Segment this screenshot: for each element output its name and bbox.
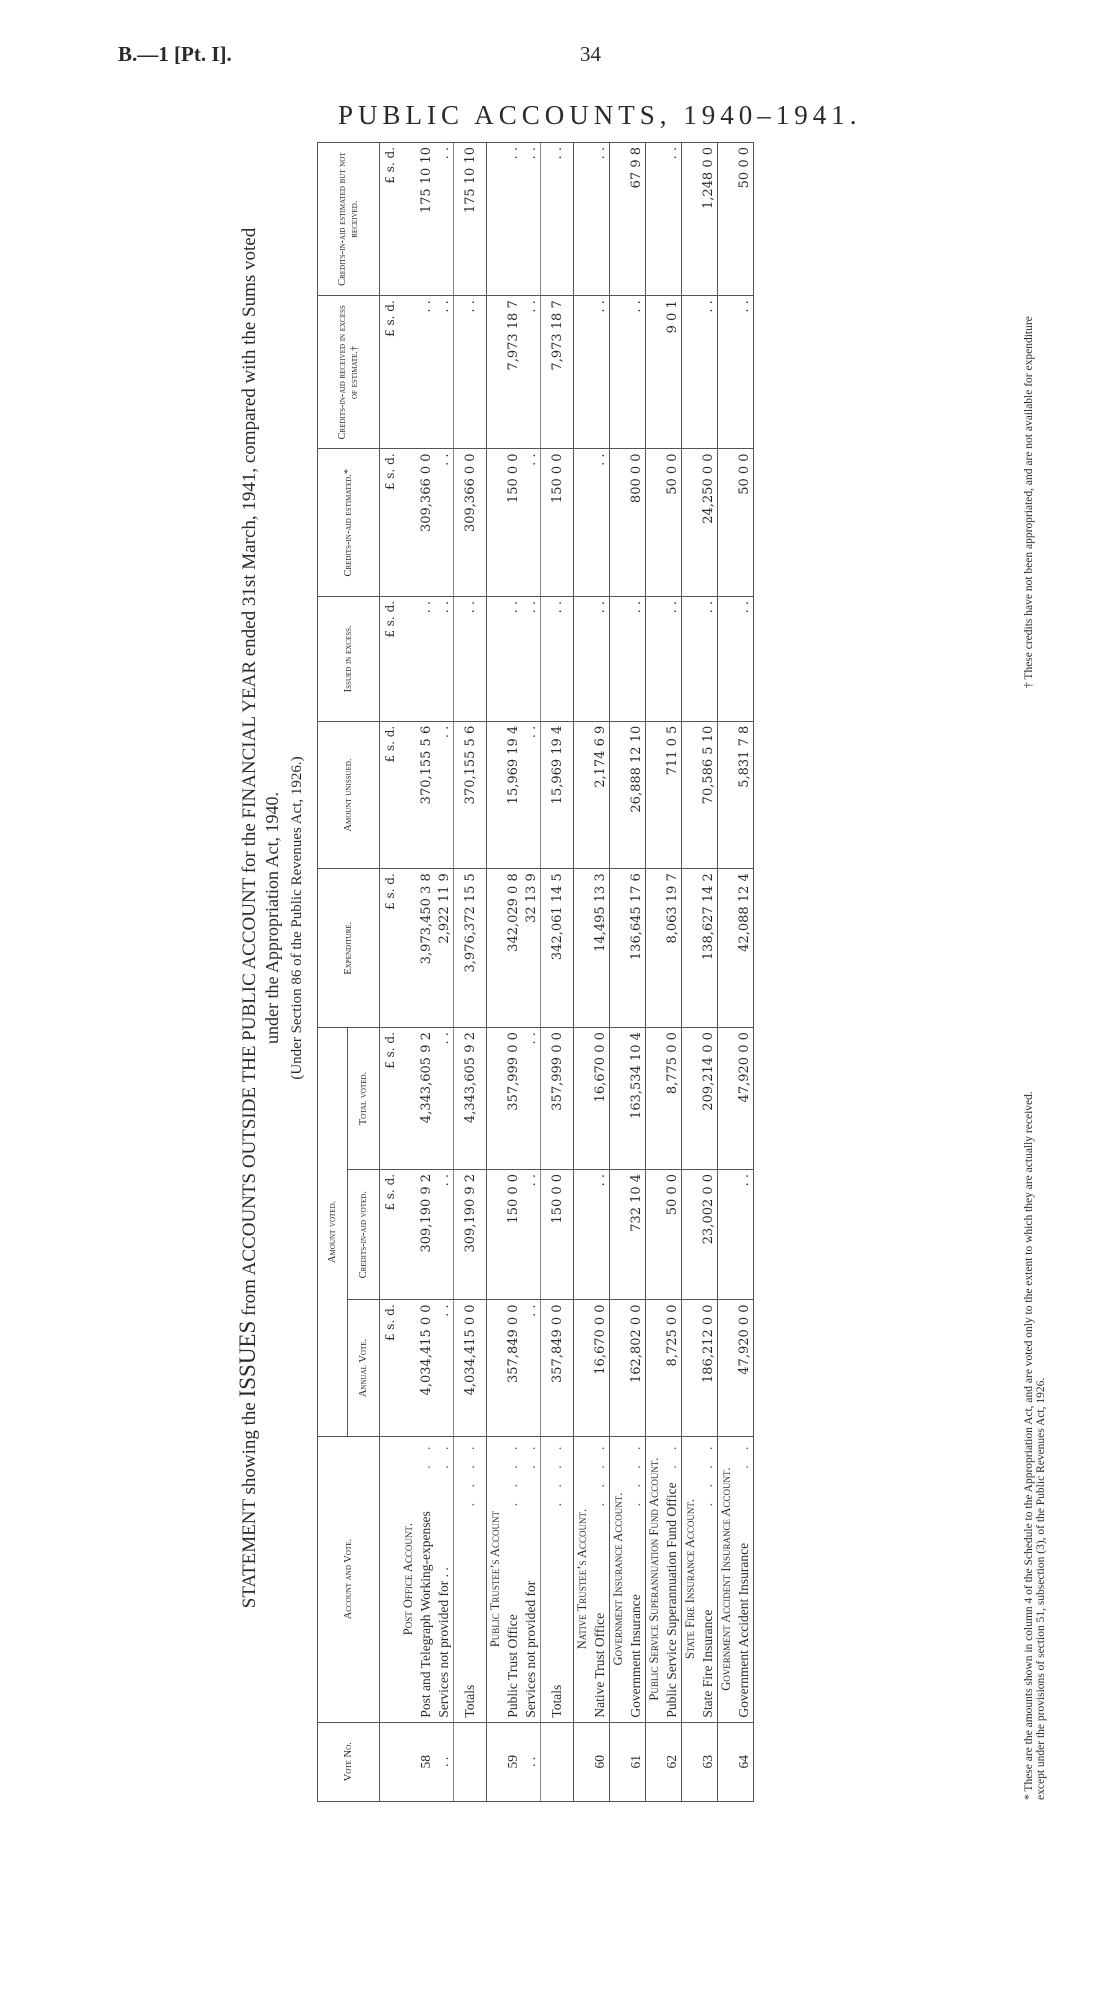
amount-cell	[646, 1300, 664, 1436]
table-row	[504, 143, 522, 1802]
amount-cell: 50 0 0	[735, 143, 754, 296]
amount-cell: 175 10 10	[417, 143, 435, 296]
amount-cell: 150 0 0	[504, 449, 522, 597]
account-name	[627, 1436, 646, 1722]
account-name	[591, 1436, 610, 1722]
amount-cell: . .	[699, 296, 718, 449]
account-name	[522, 1436, 541, 1722]
amount-cell	[682, 1169, 700, 1299]
amount-cell: . .	[591, 296, 610, 449]
amount-cell: 4,034,415 0 0	[454, 1300, 487, 1436]
amount-cell	[574, 1300, 592, 1436]
leader-dots: . .	[523, 1440, 538, 1469]
amount-cell: 4,343,605 9 2	[417, 1028, 435, 1170]
amount-cell: 150 0 0	[504, 1169, 522, 1299]
amount-cell: . .	[417, 596, 435, 721]
leader-dots: . . . .	[549, 1440, 564, 1507]
vote-number	[610, 1722, 628, 1801]
amount-cell	[487, 869, 505, 1028]
amount-cell	[682, 449, 700, 597]
amount-cell: . .	[522, 1169, 541, 1299]
amount-cell	[682, 296, 700, 449]
account-label: Totals	[462, 1684, 477, 1718]
amount-cell	[718, 143, 736, 296]
account-label: Public Service Superannuation Fund Office	[664, 1482, 679, 1718]
amount-cell: . .	[504, 143, 522, 296]
page-number: 34	[580, 42, 601, 66]
amount-cell: 162,802 0 0	[627, 1300, 646, 1436]
amount-cell	[718, 1028, 736, 1170]
amount-cell	[718, 449, 736, 597]
amount-cell: 5,831 7 8	[735, 721, 754, 869]
amount-cell: . .	[522, 296, 541, 449]
amount-cell: 2,174 6 9	[591, 721, 610, 869]
account-label: Government Insurance Account.	[611, 1492, 625, 1666]
vote-number	[646, 1722, 664, 1801]
page-title: PUBLIC ACCOUNTS, 1940–1941.	[338, 100, 862, 130]
amount-cell	[610, 1028, 628, 1170]
units-cell: £ s. d.	[380, 449, 401, 597]
amount-cell	[487, 596, 505, 721]
amount-cell	[610, 1300, 628, 1436]
table-row	[627, 143, 646, 1802]
amount-cell: . .	[591, 596, 610, 721]
account-name	[454, 1436, 487, 1722]
leader-dots: . .	[436, 1440, 451, 1469]
footnote-star: * These are the amounts shown in column 4 of the Schedule to the Appropriation Act, and are voted only to the extent to which they are actually received.	[1023, 1091, 1035, 1800]
page-section-label: B.—1 [Pt. I].	[118, 42, 232, 66]
amount-cell	[646, 449, 664, 597]
amount-cell: 209,214 0 0	[699, 1028, 718, 1170]
units-cell: £ s. d.	[380, 1300, 401, 1436]
amount-cell: 150 0 0	[541, 449, 574, 597]
amount-cell: 24,250 0 0	[699, 449, 718, 597]
vote-number: . .	[522, 1722, 541, 1801]
leader-dots: . .	[664, 1440, 679, 1469]
totals-row	[541, 143, 574, 1802]
amount-cell: . .	[435, 1169, 454, 1299]
amount-cell: . .	[591, 143, 610, 296]
amount-cell	[646, 143, 664, 296]
statement-table	[317, 142, 754, 1802]
amount-cell	[487, 296, 505, 449]
amount-cell	[610, 449, 628, 597]
account-label: Post Office Account.	[401, 1522, 415, 1636]
units-cell: £ s. d.	[380, 296, 401, 449]
amount-cell	[646, 296, 664, 449]
vote-number	[400, 1722, 417, 1801]
section-heading-row	[646, 143, 664, 1802]
amount-cell: 16,670 0 0	[591, 1300, 610, 1436]
amount-cell	[400, 721, 417, 869]
account-name	[699, 1436, 718, 1722]
vote-number: 61	[627, 1722, 646, 1801]
amount-cell: 309,366 0 0	[417, 449, 435, 597]
amount-cell	[682, 1300, 700, 1436]
amount-cell	[400, 296, 417, 449]
amount-cell: 370,155 5 6	[417, 721, 435, 869]
amount-cell: 2,922 11 9	[435, 869, 454, 1028]
leader-dots: . . . .	[700, 1440, 715, 1507]
account-name	[610, 1436, 628, 1722]
amount-cell: 42,088 12 4	[735, 869, 754, 1028]
amount-cell: 50 0 0	[663, 1169, 682, 1299]
amount-cell	[610, 721, 628, 869]
units-cell: £ s. d.	[380, 721, 401, 869]
caption-part-a: STATEMENT showing the	[239, 1397, 260, 1609]
account-label: Services not provided for	[523, 1580, 538, 1718]
account-label: State Fire Insurance Account.	[683, 1498, 697, 1660]
table-row	[522, 143, 541, 1802]
amount-cell	[400, 1169, 417, 1299]
units-cell: £ s. d.	[380, 143, 401, 296]
account-name	[541, 1436, 574, 1722]
leader-dots: . . . .	[592, 1440, 607, 1507]
amount-cell: . .	[663, 143, 682, 296]
amount-cell: 342,061 14 5	[541, 869, 574, 1028]
amount-cell	[487, 143, 505, 296]
amount-cell: . .	[627, 596, 646, 721]
amount-cell	[400, 449, 417, 597]
units-cell: £ s. d.	[380, 1169, 401, 1299]
units-cell: £ s. d.	[380, 869, 401, 1028]
amount-cell: . .	[541, 596, 574, 721]
amount-cell: 309,366 0 0	[454, 449, 487, 597]
amount-cell: 16,670 0 0	[591, 1028, 610, 1170]
section-heading-row	[574, 143, 592, 1802]
amount-cell	[682, 1028, 700, 1170]
col-account: Account and Vote.	[318, 1436, 380, 1722]
amount-cell: . .	[735, 296, 754, 449]
amount-cell: 800 0 0	[627, 449, 646, 597]
amount-cell	[574, 143, 592, 296]
amount-cell: 70,586 5 10	[699, 721, 718, 869]
amount-cell	[718, 869, 736, 1028]
amount-cell: 370,155 5 6	[454, 721, 487, 869]
amount-cell: . .	[417, 296, 435, 449]
vote-number: 62	[663, 1722, 682, 1801]
amount-cell	[574, 869, 592, 1028]
amount-cell: 138,627 14 2	[699, 869, 718, 1028]
account-name	[574, 1436, 592, 1722]
amount-cell: 309,190 9 2	[454, 1169, 487, 1299]
section-heading-row	[610, 143, 628, 1802]
amount-cell	[487, 1169, 505, 1299]
section-heading-row	[682, 143, 700, 1802]
amount-cell: . .	[699, 596, 718, 721]
amount-cell	[400, 1300, 417, 1436]
col-credits-voted: Credits-in-aid voted.	[348, 1169, 380, 1299]
footnote-star-continued: except under the provisions of section 51, subsection (3), of the Public Revenues Act, 1926.	[1035, 1377, 1047, 1800]
account-label: Native Trust Office	[592, 1612, 607, 1718]
amount-cell: 3,973,450 3 8	[417, 869, 435, 1028]
amount-cell: . .	[435, 1300, 454, 1436]
amount-cell: 342,029 0 8	[504, 869, 522, 1028]
amount-cell: 50 0 0	[735, 449, 754, 597]
amount-cell: 32 13 9	[522, 869, 541, 1028]
amount-cell	[610, 869, 628, 1028]
amount-cell: . .	[522, 1028, 541, 1170]
section-heading-row	[718, 143, 736, 1802]
table-row	[591, 143, 610, 1802]
amount-cell: 47,920 0 0	[735, 1300, 754, 1436]
amount-cell: . .	[435, 1028, 454, 1170]
col-amount-voted: Amount voted.	[318, 1028, 348, 1436]
amount-cell: 67 9 8	[627, 143, 646, 296]
amount-cell	[718, 596, 736, 721]
account-label: Public Trustee’s Account	[488, 1511, 502, 1648]
totals-row	[454, 143, 487, 1802]
amount-cell: . .	[591, 1169, 610, 1299]
amount-cell	[610, 1169, 628, 1299]
leader-dots: . . . .	[505, 1440, 520, 1507]
amount-cell: . .	[591, 449, 610, 597]
amount-cell	[574, 721, 592, 869]
section-heading-row	[400, 143, 417, 1802]
account-name	[663, 1436, 682, 1722]
amount-cell	[487, 721, 505, 869]
amount-cell: 357,849 0 0	[504, 1300, 522, 1436]
amount-cell: 163,534 10 4	[627, 1028, 646, 1170]
amount-cell	[610, 296, 628, 449]
vote-number: 63	[699, 1722, 718, 1801]
amount-cell: . .	[663, 596, 682, 721]
amount-cell	[682, 143, 700, 296]
vote-number: 64	[735, 1722, 754, 1801]
amount-cell	[682, 869, 700, 1028]
amount-cell: 7,973 18 7	[504, 296, 522, 449]
amount-cell	[574, 449, 592, 597]
amount-cell: 14,495 13 3	[591, 869, 610, 1028]
amount-cell: 4,034,415 0 0	[417, 1300, 435, 1436]
amount-cell	[646, 596, 664, 721]
amount-cell	[574, 1028, 592, 1170]
account-name	[735, 1436, 754, 1722]
amount-cell	[487, 449, 505, 597]
amount-cell	[718, 1300, 736, 1436]
amount-cell: . .	[627, 296, 646, 449]
amount-cell: . .	[522, 449, 541, 597]
amount-cell: 3,976,372 15 5	[454, 869, 487, 1028]
amount-cell	[574, 1169, 592, 1299]
amount-cell: . .	[522, 596, 541, 721]
col-credits-not-received: Credits-in-aid estimated but not received.	[318, 143, 380, 296]
account-label: Government Accident Insurance	[736, 1542, 751, 1718]
col-credits-estimated: Credits-in-aid estimated.*	[318, 449, 380, 597]
amount-cell: . .	[522, 1300, 541, 1436]
amount-cell	[646, 1169, 664, 1299]
amount-cell: . .	[454, 596, 487, 721]
amount-cell: 357,999 0 0	[541, 1028, 574, 1170]
amount-cell	[718, 721, 736, 869]
amount-cell: . .	[541, 143, 574, 296]
amount-cell	[400, 596, 417, 721]
col-unissued: Amount unissued.	[318, 721, 380, 869]
caption-part-c: from ACCOUNTS OUTSIDE THE PUBLIC ACCOUNT for the FINANCIAL YEAR ended 31st March, 1941, compared with the Sums voted	[239, 227, 260, 1321]
amount-cell: 26,888 12 10	[627, 721, 646, 869]
amount-cell: 50 0 0	[663, 449, 682, 597]
vote-number: 59	[504, 1722, 522, 1801]
amount-cell: . .	[435, 296, 454, 449]
amount-cell	[646, 721, 664, 869]
amount-cell: 8,725 0 0	[663, 1300, 682, 1436]
vote-number: 60	[591, 1722, 610, 1801]
amount-cell	[646, 869, 664, 1028]
amount-cell	[487, 1028, 505, 1170]
amount-cell	[718, 296, 736, 449]
col-vote-no: Vote No.	[318, 1722, 380, 1801]
amount-cell: . .	[435, 449, 454, 597]
amount-cell: . .	[735, 1169, 754, 1299]
leader-dots: . .	[736, 1440, 751, 1469]
amount-cell: 136,645 17 6	[627, 869, 646, 1028]
account-label: Native Trustee’s Account.	[575, 1508, 589, 1650]
col-annual-vote: Annual Vote.	[348, 1300, 380, 1436]
rotated-statement	[235, 0, 1055, 1808]
statement-body	[380, 143, 754, 1802]
amount-cell: . .	[522, 143, 541, 296]
section-heading-row	[487, 143, 505, 1802]
amount-cell	[574, 296, 592, 449]
vote-number: . .	[435, 1722, 454, 1801]
table-row	[699, 143, 718, 1802]
account-name	[718, 1436, 736, 1722]
amount-cell: 711 0 5	[663, 721, 682, 869]
amount-cell	[610, 143, 628, 296]
amount-cell	[610, 596, 628, 721]
amount-cell: . .	[435, 596, 454, 721]
account-name	[417, 1436, 435, 1722]
units-cell: £ s. d.	[380, 596, 401, 721]
amount-cell: . .	[435, 721, 454, 869]
units-cell: £ s. d.	[380, 1028, 401, 1170]
amount-cell: 15,969 19 4	[504, 721, 522, 869]
amount-cell	[718, 1169, 736, 1299]
amount-cell: 175 10 10	[454, 143, 487, 296]
statement-subcaption: under the Appropriation Act, 1940.	[262, 792, 282, 1044]
account-label: Totals	[549, 1684, 564, 1718]
account-name	[435, 1436, 454, 1722]
vote-number	[682, 1722, 700, 1801]
vote-number	[541, 1722, 574, 1801]
amount-cell: . .	[454, 296, 487, 449]
vote-number: 58	[417, 1722, 435, 1801]
amount-cell	[400, 143, 417, 296]
amount-cell: 186,212 0 0	[699, 1300, 718, 1436]
account-name	[504, 1436, 522, 1722]
table-row	[435, 143, 454, 1802]
account-name	[682, 1436, 700, 1722]
account-name	[646, 1436, 664, 1722]
amount-cell: 47,920 0 0	[735, 1028, 754, 1170]
leader-dots: . . . .	[628, 1440, 643, 1507]
amount-cell	[574, 596, 592, 721]
amount-cell: 23,002 0 0	[699, 1169, 718, 1299]
vote-number	[487, 1722, 505, 1801]
amount-cell: 357,999 0 0	[504, 1028, 522, 1170]
caption-part-b: ISSUES	[235, 1320, 260, 1398]
amount-cell: 732 10 4	[627, 1169, 646, 1299]
vote-number	[574, 1722, 592, 1801]
amount-cell	[682, 596, 700, 721]
amount-cell: 309,190 9 2	[417, 1169, 435, 1299]
units-blank	[380, 1722, 401, 1801]
amount-cell: 357,849 0 0	[541, 1300, 574, 1436]
amount-cell: 8,063 19 7	[663, 869, 682, 1028]
table-row	[417, 143, 435, 1802]
col-expenditure: Expenditure.	[318, 869, 380, 1028]
amount-cell: 4,343,605 9 2	[454, 1028, 487, 1170]
amount-cell	[487, 1300, 505, 1436]
amount-cell	[400, 1028, 417, 1170]
account-name	[487, 1436, 505, 1722]
amount-cell	[682, 721, 700, 869]
table-row	[663, 143, 682, 1802]
units-row	[380, 143, 401, 1802]
amount-cell: 150 0 0	[541, 1169, 574, 1299]
footnote-dagger: † These credits have not been appropriated, and are not available for expenditure	[1023, 316, 1035, 688]
account-label: Post and Telegraph Working-expenses	[418, 1511, 433, 1718]
account-label: Services not provided for . .	[436, 1567, 451, 1718]
statement-authority: (Under Section 86 of the Public Revenues Act, 1926.)	[289, 756, 305, 1080]
col-total-voted: Total voted.	[348, 1028, 380, 1170]
amount-cell: . .	[504, 596, 522, 721]
units-blank	[380, 1436, 401, 1722]
vote-number	[454, 1722, 487, 1801]
account-label: Government Accident Insurance Account.	[719, 1467, 733, 1691]
amount-cell	[646, 1028, 664, 1170]
amount-cell: . .	[435, 143, 454, 296]
col-issued-excess: Issued in excess.	[318, 596, 380, 721]
amount-cell: 9 0 1	[663, 296, 682, 449]
amount-cell	[400, 869, 417, 1028]
vote-number	[718, 1722, 736, 1801]
account-label: Government Insurance	[628, 1594, 643, 1718]
account-label: Public Trust Office	[505, 1614, 520, 1718]
table-row	[735, 143, 754, 1802]
amount-cell: . .	[735, 596, 754, 721]
leader-dots: . .	[418, 1440, 433, 1469]
amount-cell: 7,973 18 7	[541, 296, 574, 449]
col-credits-excess: Credits-in-aid received in excess of estimate.†	[318, 296, 380, 449]
amount-cell: . .	[522, 721, 541, 869]
account-name	[400, 1436, 417, 1722]
account-label: Public Service Superannuation Fund Account.	[647, 1457, 661, 1701]
leader-dots: . . . .	[462, 1440, 477, 1507]
statement-caption	[235, 88, 261, 1748]
amount-cell: 8,775 0 0	[663, 1028, 682, 1170]
amount-cell: 15,969 19 4	[541, 721, 574, 869]
account-label: State Fire Insurance	[700, 1609, 715, 1718]
amount-cell: 1,248 0 0	[699, 143, 718, 296]
